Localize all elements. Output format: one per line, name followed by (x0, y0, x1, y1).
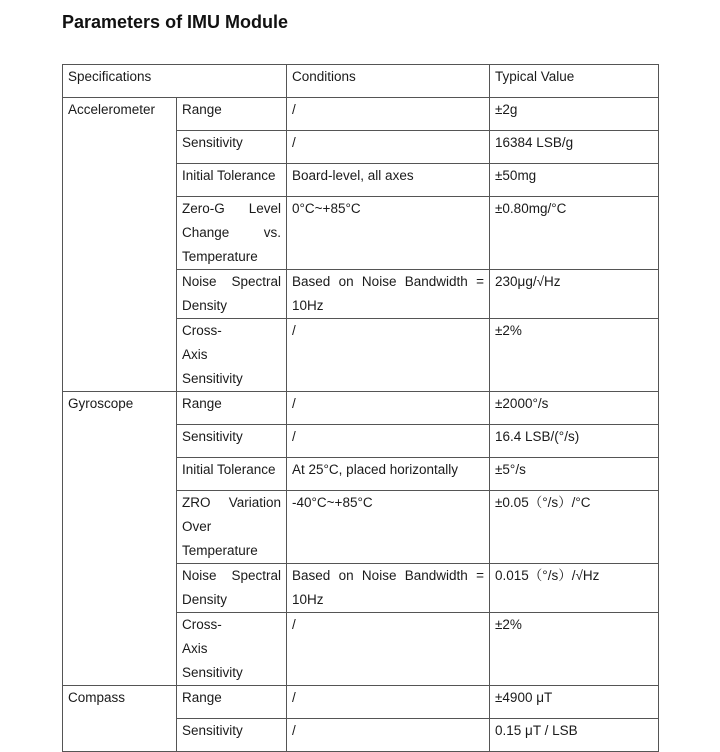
value-cell: 0.15 μT / LSB (490, 719, 659, 752)
param-cell: Noise Spectral Density (177, 564, 287, 613)
value-cell: 230μg/√Hz (490, 270, 659, 319)
group-label: Accelerometer (63, 98, 177, 392)
param-cell: Sensitivity (177, 131, 287, 164)
header-typical-value: Typical Value (490, 65, 659, 98)
param-cell: Sensitivity (177, 719, 287, 752)
param-cell: Initial Tolerance (177, 458, 287, 491)
condition-cell: / (287, 131, 490, 164)
condition-cell: At 25°C, placed horizontally (287, 458, 490, 491)
table-row (63, 392, 659, 425)
condition-cell: Based on Noise Bandwidth = 10Hz (287, 564, 490, 613)
table-header-row (63, 65, 659, 98)
param-cell: Noise Spectral Density (177, 270, 287, 319)
value-cell: ±2% (490, 319, 659, 392)
param-cell: Range (177, 392, 287, 425)
param-cell: Initial Tolerance (177, 164, 287, 197)
value-cell: ±0.80mg/°C (490, 197, 659, 270)
value-cell: 0.015（°/s）/√Hz (490, 564, 659, 613)
value-cell: ±4900 μT (490, 686, 659, 719)
condition-cell: / (287, 686, 490, 719)
condition-cell: 0°C~+85°C (287, 197, 490, 270)
param-cell: Range (177, 686, 287, 719)
condition-cell: / (287, 392, 490, 425)
param-cell: Zero-G Level Change vs. Temperature (177, 197, 287, 270)
value-cell: 16.4 LSB/(°/s) (490, 425, 659, 458)
group-label: Gyroscope (63, 392, 177, 686)
value-cell: ±2000°/s (490, 392, 659, 425)
condition-cell: -40°C~+85°C (287, 491, 490, 564)
condition-cell: / (287, 719, 490, 752)
value-cell: ±0.05（°/s）/°C (490, 491, 659, 564)
value-cell: ±2g (490, 98, 659, 131)
table-row (63, 686, 659, 719)
param-cell: ZRO Variation Over Temperature (177, 491, 287, 564)
param-cell: Cross-Axis Sensitivity (177, 613, 287, 686)
condition-cell: / (287, 98, 490, 131)
condition-cell: Board-level, all axes (287, 164, 490, 197)
value-cell: 16384 LSB/g (490, 131, 659, 164)
value-cell: ±5°/s (490, 458, 659, 491)
document-title: Parameters of IMU Module (62, 12, 289, 32)
imu-parameters-table (62, 64, 659, 752)
table-row (63, 98, 659, 131)
param-cell: Range (177, 98, 287, 131)
header-specifications: Specifications (63, 65, 287, 98)
value-cell: ±50mg (490, 164, 659, 197)
value-cell: ±2% (490, 613, 659, 686)
group-label: Compass (63, 686, 177, 752)
header-conditions: Conditions (287, 65, 490, 98)
condition-cell: Based on Noise Bandwidth = 10Hz (287, 270, 490, 319)
condition-cell: / (287, 425, 490, 458)
condition-cell: / (287, 319, 490, 392)
condition-cell: / (287, 613, 490, 686)
param-cell: Sensitivity (177, 425, 287, 458)
param-cell: Cross-Axis Sensitivity (177, 319, 287, 392)
